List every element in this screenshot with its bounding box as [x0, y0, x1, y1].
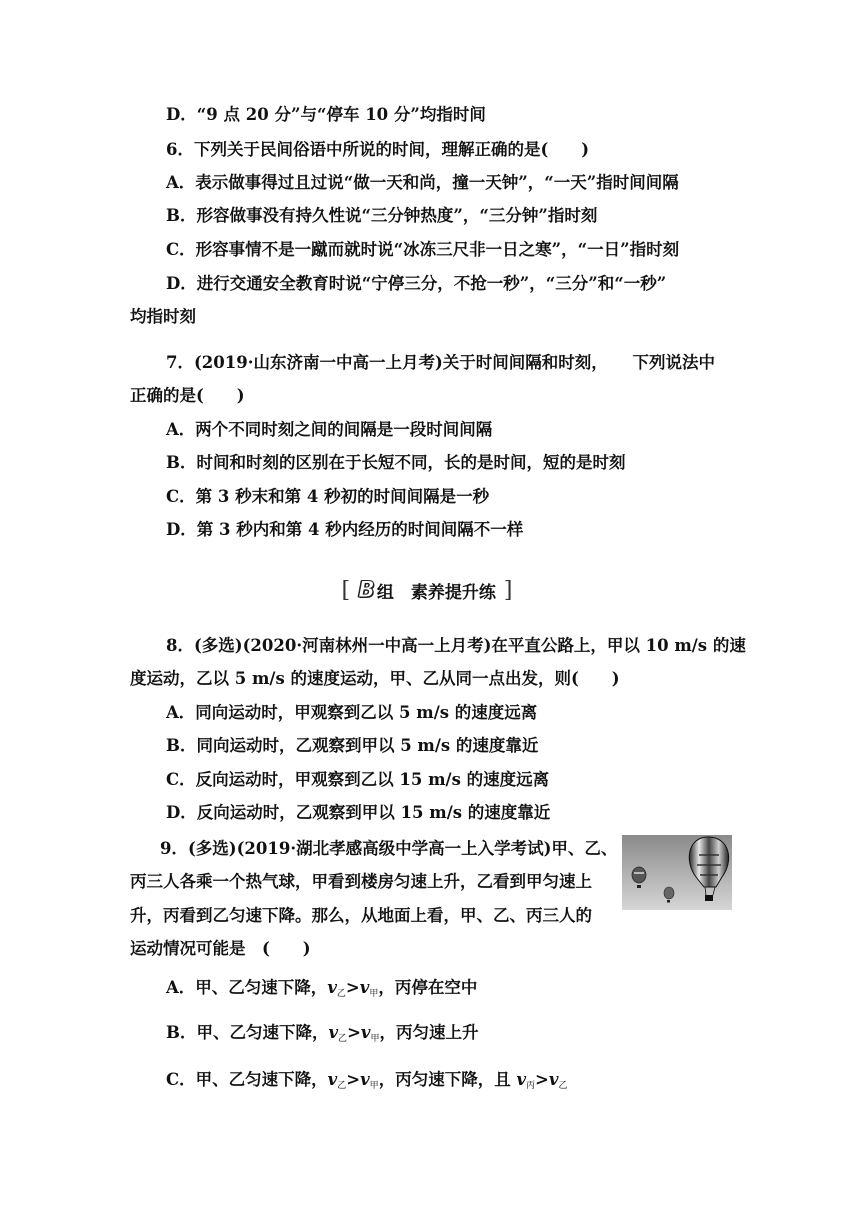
q6-option-b: B．形容做事没有持久性说“三分钟热度”，“三分钟”指时刻: [166, 206, 598, 225]
q6-option-d: D．进行交通安全教育时说“宁停三分，不抢一秒”，“三分”和“一秒”: [166, 274, 667, 293]
section-bracket-open: [: [341, 577, 351, 603]
q7-option-c: C．第 3 秒末和第 4 秒初的时间间隔是一秒: [166, 487, 490, 506]
q9-stem: 9．(多选)(2019·湖北孝感高级中学高一上入学考试)甲、乙、: [160, 839, 618, 858]
q8-stem-cont: 度运动，乙以 5 m/s 的速度运动，甲、乙从同一点出发，则( ): [130, 669, 620, 688]
q9-stem-line2: 丙三人各乘一个热气球，甲看到楼房匀速上升，乙看到甲匀速上: [130, 872, 592, 891]
q7-stem: 7．(2019·山东济南一中高一上月考)关于时间间隔和时刻， 下列说法中: [166, 353, 716, 372]
q9-option-a: A．甲、乙匀速下降，$v_乙>v_甲$，丙停在空中: [166, 978, 478, 999]
q8-option-c: C．反向运动时，甲观察到乙以 15 m/s 的速度远离: [166, 770, 550, 789]
q9-option-c: C．甲、乙匀速下降，$v_乙>v_甲$，丙匀速下降，且 $v_丙>v_乙$: [166, 1070, 568, 1091]
q8-stem: 8．(多选)(2020·河南林州一中高一上月考)在平直公路上，甲以 10 m/s 的速: [166, 636, 746, 655]
q6-option-c: C．形容事情不是一蹴而就时说“冰冻三尺非一日之寒”，“一日”指时刻: [166, 240, 680, 259]
q7-option-d: D．第 3 秒内和第 4 秒内经历的时间间隔不一样: [166, 520, 524, 539]
q6-option-d-cont: 均指时刻: [130, 307, 196, 326]
q7-option-b: B．时间和时刻的区别在于长短不同，长的是时间，短的是时刻: [166, 453, 626, 472]
q6-stem: 6．下列关于民间俗语中所说的时间，理解正确的是( ): [166, 140, 590, 159]
q5-option-d: D．“9 点 20 分”与“停车 10 分”均指时间: [166, 105, 486, 124]
section-header: [334, 575, 520, 605]
q6-option-a: A．表示做事得过且过说“做一天和尚，撞一天钟”，“一天”指时间间隔: [166, 173, 679, 192]
section-letter: B: [358, 577, 375, 603]
q7-option-a: A．两个不同时刻之间的间隔是一段时间间隔: [166, 420, 493, 439]
q9-option-b: B．甲、乙匀速下降，$v_乙>v_甲$，丙匀速上升: [166, 1023, 479, 1044]
q9-stem-line4: 运动情况可能是 ( ): [130, 939, 311, 958]
section-bracket-close: ]: [503, 577, 513, 603]
q8-option-d: D．反向运动时，乙观察到甲以 15 m/s 的速度靠近: [166, 803, 551, 822]
section-title: 组 素养提升练: [376, 582, 496, 603]
hot-air-balloon-photo: [622, 835, 732, 910]
q7-stem-cont: 正确的是( ): [130, 386, 245, 405]
q9-stem-line3: 升，丙看到乙匀速下降。那么，从地面上看，甲、乙、丙三人的: [130, 906, 592, 925]
q8-option-a: A．同向运动时，甲观察到乙以 5 m/s 的速度远离: [166, 703, 538, 722]
q8-option-b: B．同向运动时，乙观察到甲以 5 m/s 的速度靠近: [166, 736, 539, 755]
